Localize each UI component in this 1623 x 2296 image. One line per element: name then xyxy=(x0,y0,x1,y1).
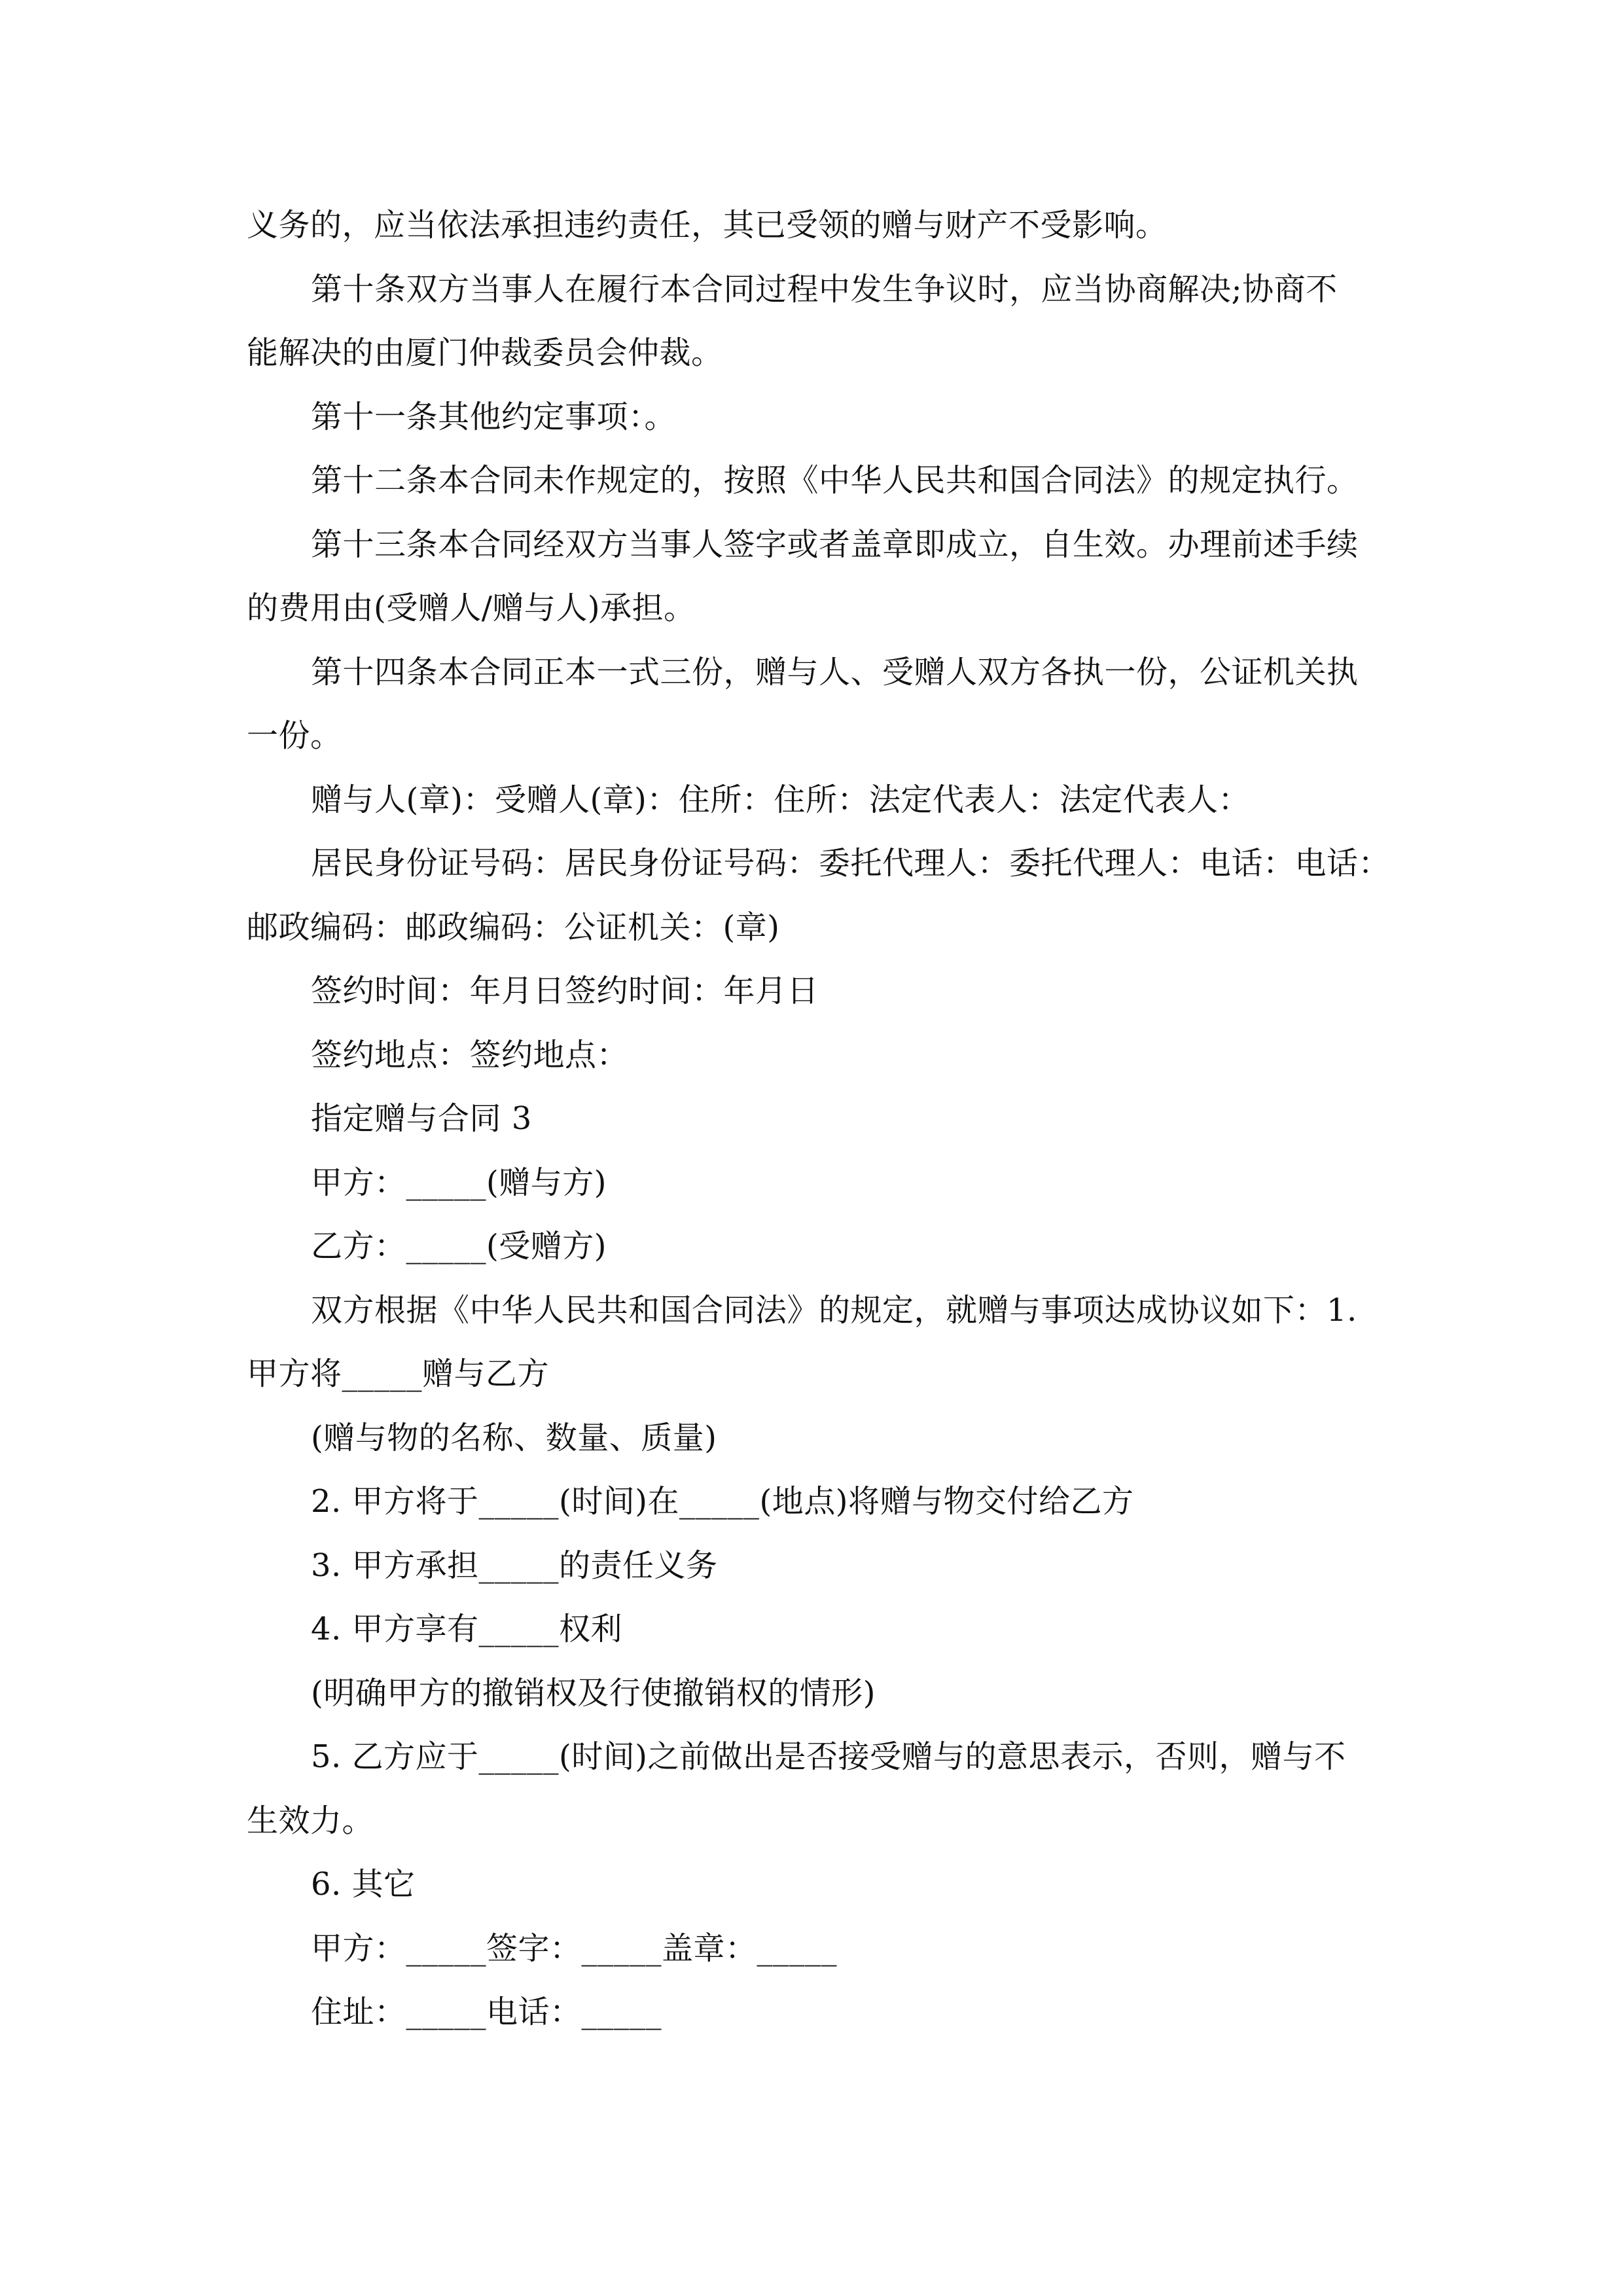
text-line: 乙方：_____(受赠方) xyxy=(311,1228,607,1265)
text-line: 住址：_____电话：_____ xyxy=(311,1994,662,2030)
text-line: 签约地点：签约地点： xyxy=(311,1036,629,1073)
text-line: 2. 甲方将于_____(时间)在_____(地点)将赠与物交付给乙方 xyxy=(311,1483,1134,1520)
text-line: 甲方：_____(赠与方) xyxy=(311,1164,607,1201)
text-line: 居民身份证号码：居民身份证号码：委托代理人：委托代理人：电话：电话： xyxy=(311,845,1391,882)
text-line: 一份。 xyxy=(247,717,342,754)
text-line: 第十三条本合同经双方当事人签字或者盖章即成立，自生效。办理前述手续 xyxy=(311,526,1359,563)
text-line: 第十四条本合同正本一式三份，赠与人、受赠人双方各执一份，公证机关执 xyxy=(311,653,1359,691)
text-line: 4. 甲方享有_____权利 xyxy=(311,1611,623,1647)
section-heading: 指定赠与合同 3 xyxy=(311,1100,532,1137)
text-line: 5. 乙方应于_____(时间)之前做出是否接受赠与的意思表示，否则，赠与不 xyxy=(311,1738,1346,1775)
text-line: 赠与人(章)：受赠人(章)：住所：住所：法定代表人：法定代表人： xyxy=(311,781,1250,818)
text-line: 义务的，应当依法承担违约责任，其已受领的赠与财产不受影响。 xyxy=(247,207,1168,243)
text-line: 能解决的由厦门仲裁委员会仲裁。 xyxy=(247,334,723,371)
text-line: 双方根据《中华人民共和国合同法》的规定，就赠与事项达成协议如下：1. xyxy=(311,1291,1357,1329)
text-line: 生效力。 xyxy=(247,1802,374,1839)
text-line: 甲方：_____签字：_____盖章：_____ xyxy=(311,1929,838,1967)
text-line: (赠与物的名称、数量、质量) xyxy=(311,1419,717,1456)
text-line: 第十条双方当事人在履行本合同过程中发生争议时，应当协商解决;协商不 xyxy=(311,270,1338,308)
text-line: 签约时间：年月日签约时间：年月日 xyxy=(311,973,819,1009)
text-line: 第十二条本合同未作规定的，按照《中华人民共和国合同法》的规定执行。 xyxy=(311,462,1359,499)
text-line: 的费用由(受赠人/赠与人)承担。 xyxy=(247,590,696,626)
text-line: 第十一条其他约定事项：。 xyxy=(311,398,677,435)
document-body xyxy=(247,194,1391,2045)
text-line: (明确甲方的撤销权及行使撤销权的情形) xyxy=(311,1674,876,1712)
text-line: 3. 甲方承担_____的责任义务 xyxy=(311,1547,718,1584)
text-line: 邮政编码：邮政编码：公证机关：(章) xyxy=(247,908,780,946)
text-line: 6. 其它 xyxy=(311,1866,416,1903)
text-line: 甲方将_____赠与乙方 xyxy=(247,1355,550,1392)
